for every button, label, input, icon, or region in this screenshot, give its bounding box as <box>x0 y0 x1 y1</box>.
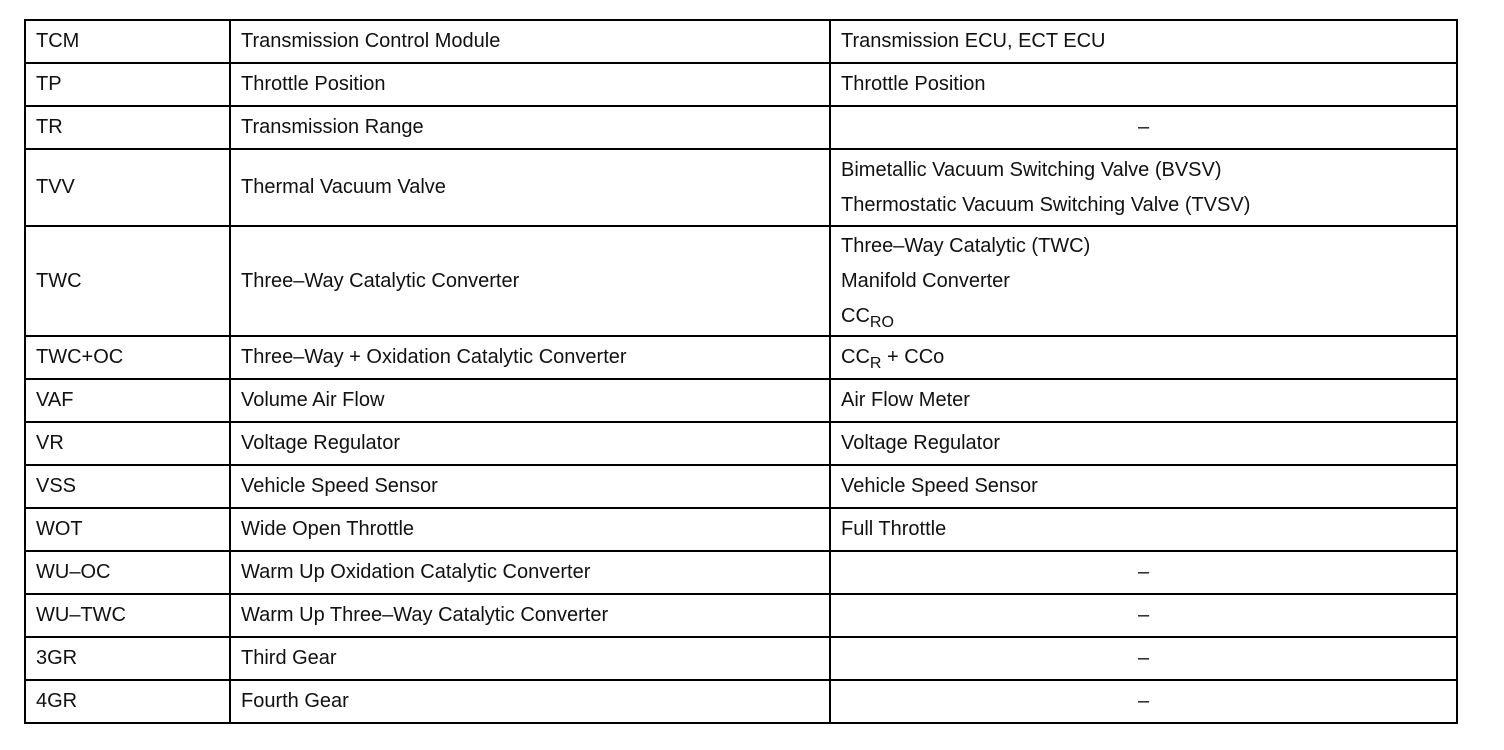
abbreviation-cell: TR <box>25 106 230 149</box>
sae-term-cell: Volume Air Flow <box>230 379 830 422</box>
sae-term-cell: Three–Way Catalytic Converter <box>230 226 830 336</box>
abbreviation-cell: VSS <box>25 465 230 508</box>
toyota-term-cell <box>830 508 1457 551</box>
toyota-term-line: Full Throttle <box>841 518 947 540</box>
toyota-term-line: Bimetallic Vacuum Switching Valve (BVSV) <box>841 158 1222 181</box>
toyota-term-line: Thermostatic Vacuum Switching Valve (TVSV) <box>841 193 1251 216</box>
toyota-term-cell <box>830 336 1457 379</box>
table-row <box>25 226 1457 336</box>
table-row <box>25 465 1457 508</box>
toyota-term-cell <box>830 226 1457 336</box>
table-body <box>25 20 1457 723</box>
abbreviation-cell: TWC+OC <box>25 336 230 379</box>
subscript-text: R <box>869 354 882 372</box>
toyota-term-line <box>841 341 1446 374</box>
sae-term-cell: Fourth Gear <box>230 680 830 723</box>
sae-term-cell: Vehicle Speed Sensor <box>230 465 830 508</box>
abbreviation-table <box>24 19 1458 724</box>
term-text: CC <box>841 346 870 368</box>
toyota-term-cell <box>830 379 1457 422</box>
abbreviation-cell: TWC <box>25 226 230 336</box>
sae-term-cell: Warm Up Oxidation Catalytic Converter <box>230 551 830 594</box>
abbreviation-cell: 4GR <box>25 680 230 723</box>
term-text: + CCo <box>881 346 945 368</box>
abbreviation-cell: WU–TWC <box>25 594 230 637</box>
toyota-term-cell: – <box>830 680 1457 723</box>
table-row <box>25 637 1457 680</box>
sae-term-cell: Three–Way + Oxidation Catalytic Converter <box>230 336 830 379</box>
toyota-term-line: Three–Way Catalytic (TWC) <box>841 234 1091 257</box>
toyota-term-line: Air Flow Meter <box>841 389 970 411</box>
abbreviation-cell: VAF <box>25 379 230 422</box>
abbreviation-cell: WU–OC <box>25 551 230 594</box>
sae-term-cell: Voltage Regulator <box>230 422 830 465</box>
toyota-term-cell: – <box>830 551 1457 594</box>
toyota-term-cell: – <box>830 637 1457 680</box>
abbreviation-cell: TVV <box>25 149 230 226</box>
toyota-term-cell <box>830 20 1457 63</box>
table-row <box>25 336 1457 379</box>
abbreviation-cell: VR <box>25 422 230 465</box>
abbreviation-cell: TP <box>25 63 230 106</box>
toyota-term-cell <box>830 63 1457 106</box>
table-row <box>25 508 1457 551</box>
table-row <box>25 594 1457 637</box>
toyota-term-cell <box>830 149 1457 226</box>
table-row <box>25 379 1457 422</box>
sae-term-cell: Wide Open Throttle <box>230 508 830 551</box>
toyota-term-line: Voltage Regulator <box>841 432 1001 454</box>
term-text: CC <box>841 304 870 327</box>
sae-term-cell: Third Gear <box>230 637 830 680</box>
toyota-term-cell <box>830 422 1457 465</box>
toyota-term-line <box>841 299 1446 334</box>
abbreviation-cell: 3GR <box>25 637 230 680</box>
abbreviation-cell: TCM <box>25 20 230 63</box>
abbreviation-cell: WOT <box>25 508 230 551</box>
toyota-term-line: Vehicle Speed Sensor <box>841 475 1038 497</box>
toyota-term-line: Manifold Converter <box>841 269 1010 292</box>
sae-term-cell: Throttle Position <box>230 63 830 106</box>
table-row <box>25 680 1457 723</box>
table-row <box>25 149 1457 226</box>
toyota-term-cell: – <box>830 594 1457 637</box>
sae-term-cell: Transmission Control Module <box>230 20 830 63</box>
toyota-term-cell: – <box>830 106 1457 149</box>
table-row <box>25 551 1457 594</box>
table-row <box>25 20 1457 63</box>
subscript-text: RO <box>869 313 894 331</box>
table-row <box>25 63 1457 106</box>
table-row <box>25 422 1457 465</box>
toyota-term-line: Transmission ECU, ECT ECU <box>841 30 1106 52</box>
sae-term-cell: Thermal Vacuum Valve <box>230 149 830 226</box>
toyota-term-cell <box>830 465 1457 508</box>
sae-term-cell: Warm Up Three–Way Catalytic Converter <box>230 594 830 637</box>
table-row <box>25 106 1457 149</box>
toyota-term-line: Throttle Position <box>841 73 986 95</box>
sae-term-cell: Transmission Range <box>230 106 830 149</box>
